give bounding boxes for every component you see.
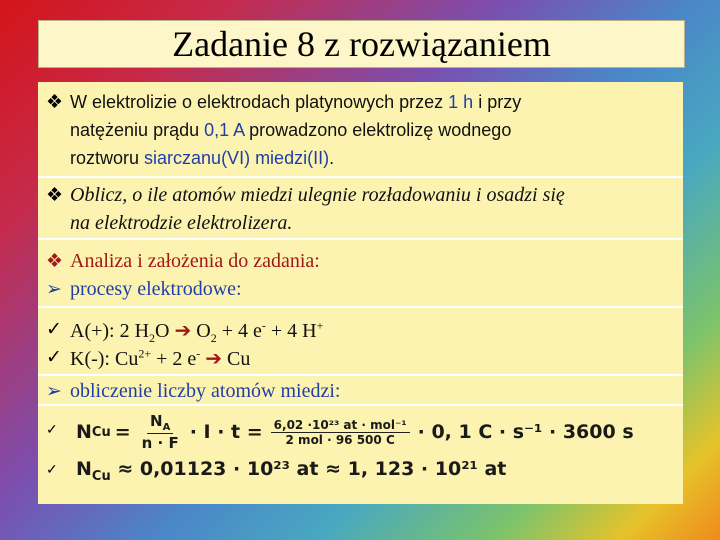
arrow-right-icon: ➔ — [174, 320, 192, 342]
page-title: Zadanie 8 z rozwiązaniem — [172, 24, 551, 64]
diamond-bullet-icon: ❖ — [46, 92, 64, 113]
block-question — [38, 176, 683, 240]
problem-line-3: roztworu siarczanu(VI) miedzi(II). — [70, 148, 335, 168]
content-panel — [38, 82, 683, 502]
diamond-bullet-icon: ❖ — [46, 251, 64, 272]
problem-line-1: W elektrolizie o elektrodach platynowych przez 1 h i przy — [70, 92, 522, 112]
question-line-1: Oblicz, o ile atomów miedzi ulegnie rozładowaniu i osadzi się — [70, 184, 565, 206]
check-bullet-icon: ✓ — [46, 423, 58, 438]
arrow-bullet-icon: ➢ — [46, 381, 62, 402]
title-box — [38, 20, 685, 68]
anode-reaction: A(+): 2 $H_2O$ ➔ $O_2 + 4$ e- + 4 H+ — [70, 318, 324, 345]
check-bullet-icon: ✓ — [46, 319, 62, 340]
analysis-heading: Analiza i założenia do zadania: — [70, 250, 320, 272]
diamond-bullet-icon: ❖ — [46, 185, 64, 206]
formula-2: $N_{Cu} \approx 0,01123 \cdot 10^{23}$ at ≈ 1, 123 · 10²¹ at — [76, 458, 507, 484]
block-calculation-heading — [38, 374, 683, 406]
fraction-constants: $\frac{\text{6,02 ·10²³ at · mol⁻¹}}{\text{2 mol · 96 500 C}}$ — [271, 418, 410, 447]
calculation-heading: obliczenie liczby atomów miedzi: — [70, 380, 341, 402]
problem-line-2: natężeniu prądu 0,1 A prowadzono elektrolizę wodnego — [70, 120, 512, 140]
block-formulas — [38, 404, 683, 504]
processes-heading: procesy elektrodowe: — [70, 278, 242, 300]
fraction-na-nf: $\frac{N_A}{n \cdot F}$ — [141, 412, 179, 452]
formula-1: N Cu = $\frac{N_A}{n \cdot F}$ · I · t = $\frac{\text{6,02 ·10²³ at · mol⁻¹}}{\text{2 mol · 96 500 C}}$ · 0, 1 C · s⁻¹ · 3600 s — [76, 412, 634, 452]
check-bullet-icon: ✓ — [46, 347, 62, 368]
arrow-bullet-icon: ➢ — [46, 279, 62, 300]
block-analysis — [38, 238, 683, 308]
block-reactions — [38, 306, 683, 376]
arrow-right-icon: ➔ — [205, 348, 223, 370]
check-bullet-icon: ✓ — [46, 463, 58, 478]
question-line-2: na elektrodzie elektrolizera. — [70, 212, 293, 234]
block-problem — [38, 82, 683, 176]
cathode-reaction: K(-): $Cu^{2+} + 2$ e- ➔ Cu — [70, 346, 251, 370]
